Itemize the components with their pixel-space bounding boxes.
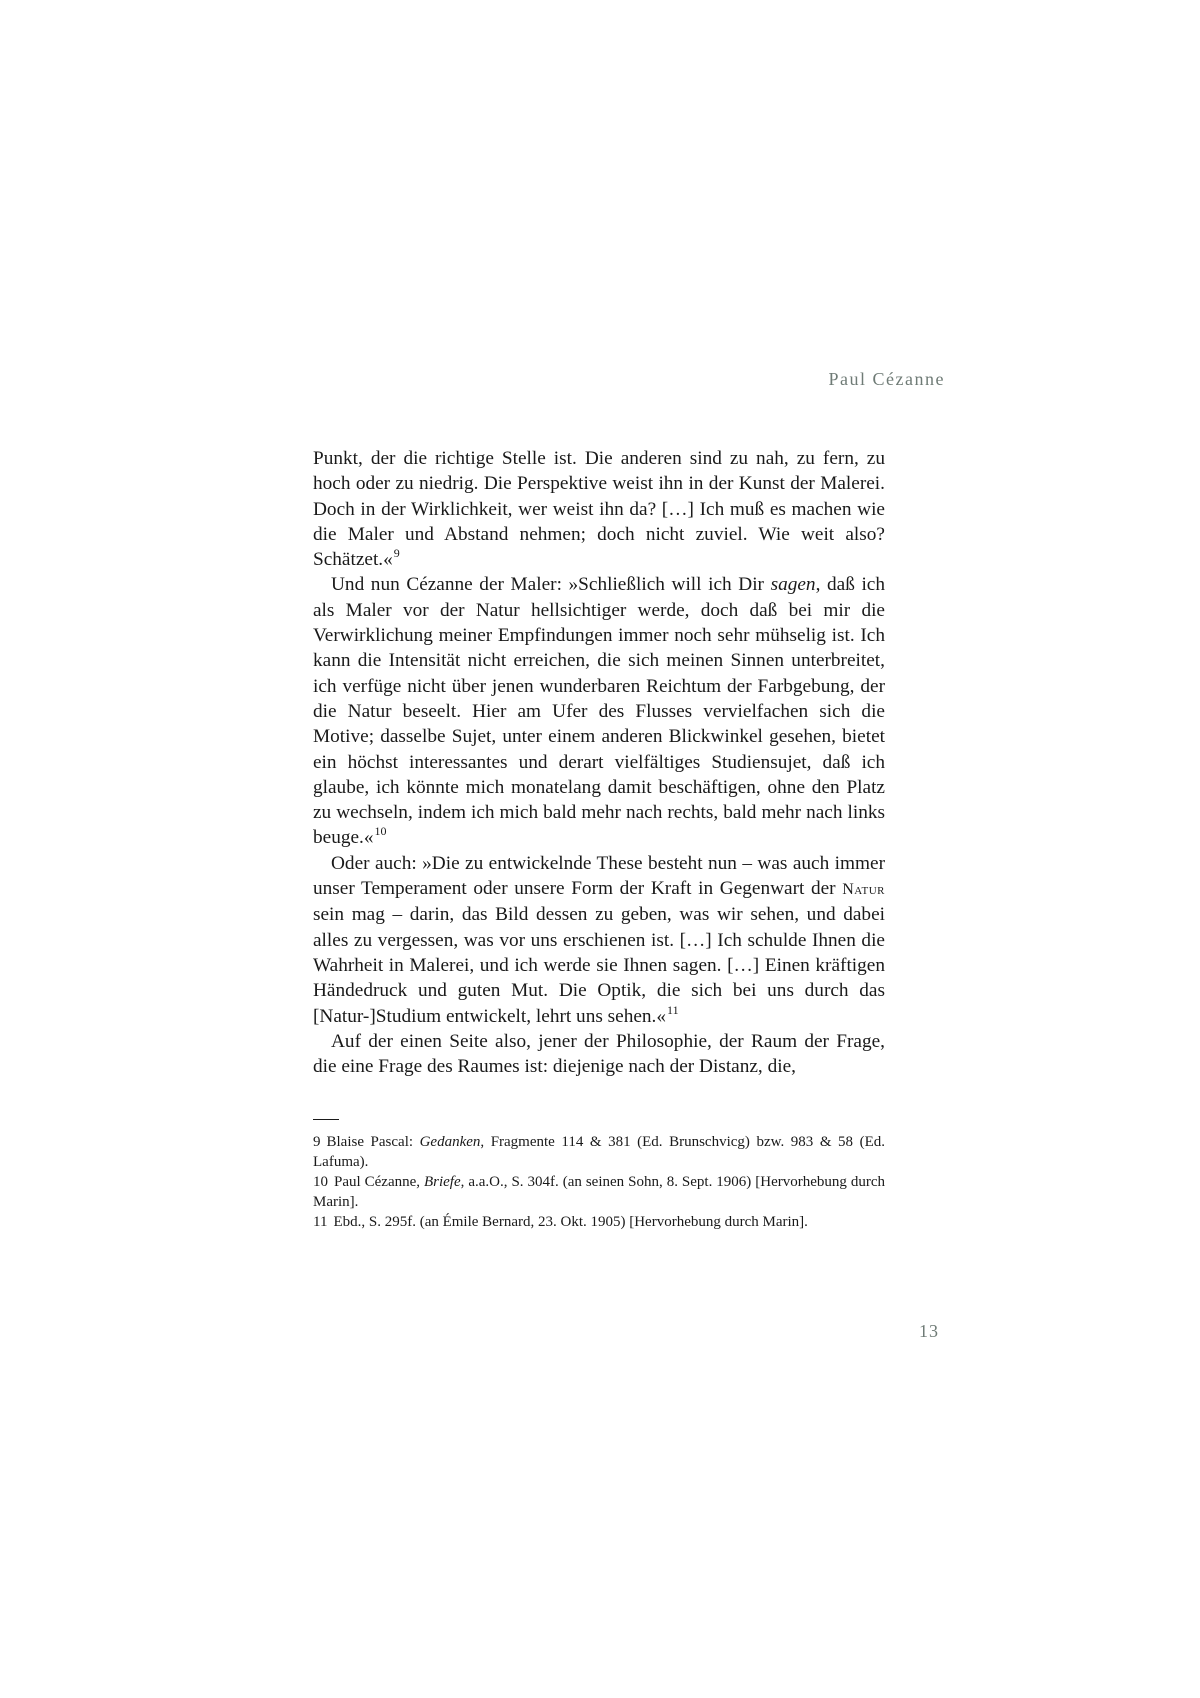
footnote [313, 1212, 885, 1232]
footnote-number: 10 [313, 1174, 328, 1190]
footnote-marker: 9 [393, 546, 400, 561]
paragraph [313, 851, 885, 1029]
footnote-marker: 10 [374, 824, 387, 839]
footnotes [313, 1132, 885, 1232]
footnote-number: 11 [313, 1214, 328, 1230]
running-head: Paul Cézanne [828, 369, 945, 389]
paragraph [313, 1029, 885, 1080]
italic-text: sagen [770, 574, 816, 596]
text-run: Ebd., S. 295f. (an Émile Bernard, 23. Okt. 1905) [Hervorhebung durch Marin]. [333, 1214, 808, 1230]
smallcaps-text: Natur [842, 881, 885, 899]
italic-text: Briefe [423, 1174, 461, 1190]
text-run: , a.a.O., S. 304f. (an seinen Sohn, 8. Sept. 1906) [Hervorhebung durch Marin]. [313, 1174, 885, 1210]
text-run: Punkt, der die richtige Stelle ist. Die anderen sind zu nah, zu fern, zu hoch oder zu niedrig. Die Perspektive weist ihn in der Kunst der Malerei. Doch in der Wirklichkeit, wer weist ihn da? […] Ich muß es machen wie die Maler und Abstand nehmen; doch nicht zuviel. Wie weit also? Schätzet.« [313, 448, 885, 571]
footnote-marker: 11 [667, 1002, 679, 1017]
text-run: , daß ich als Maler vor der Natur hellsichtiger werde, doch daß bei mir die Verwirklichung meiner Empfindungen immer noch sehr mühselig ist. Ich kann die Intensität nicht erreichen, die sich meinen Sinnen unterbreitet, ich verfüge nicht über jenen wunderbaren Reichtum der Farbgebung, der die Natur beseelt. Hier am Ufer des Flusses vervielfachen sich die Motive; dasselbe Sujet, unter einem anderen Blickwinkel gesehen, bietet ein höchst interessantes und derart vielfältiges Studiensujet, daß ich glaube, ich könnte mich monatelang damit beschäftigen, ohne den Platz zu wechseln, indem ich mich bald mehr nach rechts, bald mehr nach links beuge.« [313, 574, 885, 849]
paragraph [313, 572, 885, 850]
text-run: Und nun Cézanne der Maler: »Schließlich will ich Dir [331, 574, 771, 596]
italic-text: Gedanken [419, 1134, 481, 1150]
main-text [313, 446, 885, 1079]
text-run: Auf der einen Seite also, jener der Philosophie, der Raum der Frage, die eine Frage des Raumes ist: diejenige nach der Distanz, die, [313, 1030, 885, 1078]
footnote-number: 9 [313, 1134, 321, 1150]
footnote [313, 1132, 885, 1172]
paragraph [313, 446, 885, 572]
text-run: Paul Cézanne, [334, 1174, 424, 1190]
text-run: sein mag – darin, das Bild dessen zu geben, was wir sehen, und dabei alles zu vergessen, was vor uns erschienen ist. […] Ich schulde Ihnen die Wahrheit in Malerei, und ich werde sie Ihnen sagen. […] Einen kräftigen Händedruck und guten Mut. Die Optik, die sich bei uns durch das [Natur-]Studium entwickelt, lehrt uns sehen.« [313, 904, 885, 1027]
footnote-separator [313, 1119, 339, 1120]
text-run: Oder auch: »Die zu entwickelnde These besteht nun – was auch immer unser Temperament oder unsere Form der Kraft in Gegenwart der [313, 852, 885, 900]
page-number: 13 [919, 1321, 939, 1341]
text-run: , Fragmente 114 & 381 (Ed. Brunschvicg) bzw. 983 & 58 (Ed. Lafuma). [313, 1134, 885, 1170]
footnote [313, 1172, 885, 1212]
text-run: Blaise Pascal: [326, 1134, 420, 1150]
